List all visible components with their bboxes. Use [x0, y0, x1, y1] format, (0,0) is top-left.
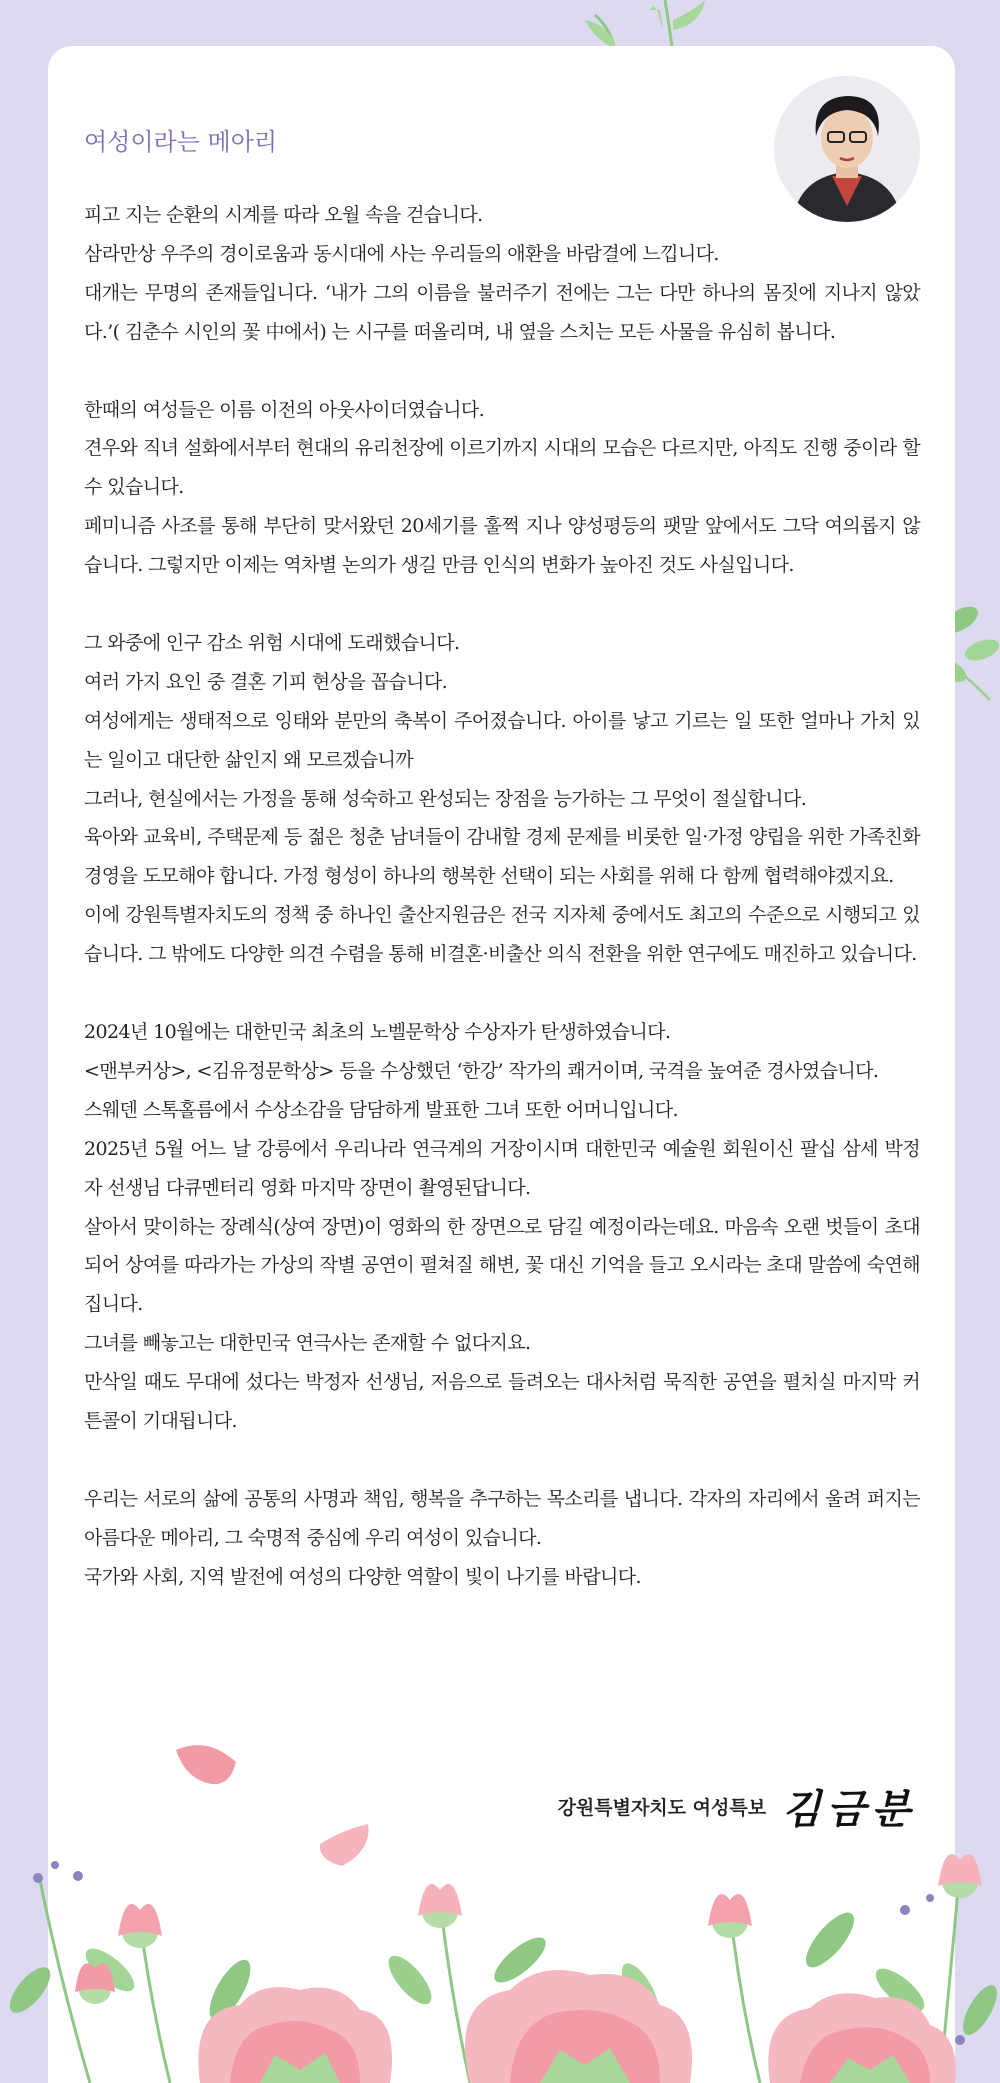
text-line: 만삭일 때도 무대에 섰다는 박정자 선생님, 저음으로 들려오는 대사처럼 묵직한 공연을 펼치실 마지막 커튼콜이 기대됩니다. [84, 1371, 920, 1433]
text-line: 국가와 사회, 지역 발전에 여성의 다양한 역할이 빛이 나기를 바랍니다. [84, 1565, 641, 1588]
carnation-flower-icon [0, 1840, 1000, 2083]
paragraph [84, 391, 920, 586]
text-line: 여러 가지 요인 중 결혼 기피 현상을 꼽습니다. [84, 670, 448, 693]
petal-icon [172, 1740, 242, 1790]
text-line: 페미니즘 사조를 통해 부단히 맞서왔던 20세기를 훌쩍 지나 양성평등의 팻말 앞에서도 그닥 여의롭지 않습니다. 그렇지만 이제는 역차별 논의가 생길 만큼 인식의 변화가 높아진 것도 사실입니다. [84, 515, 920, 577]
text-line: 육아와 교육비, 주택문제 등 젊은 청춘 남녀들이 감내할 경제 문제를 비롯한 일·가정 양립을 위한 가족친화경영을 도모해야 합니다. 가정 형성이 하나의 행복한 선택이 되는 사회를 위해 다 함께 협력해야겠지요. [84, 826, 920, 888]
text-line: 그녀를 빼놓고는 대한민국 연극사는 존재할 수 없다지요. [84, 1332, 531, 1355]
text-line: 삼라만상 우주의 경이로움과 동시대에 사는 우리들의 애환을 바람결에 느낍니다. [84, 242, 719, 265]
text-line: 그 와중에 인구 감소 위험 시대에 도래했습니다. [84, 631, 460, 654]
paragraph [84, 624, 920, 974]
text-line: 한때의 여성들은 이름 이전의 아웃사이더였습니다. [84, 398, 485, 421]
signature-block [558, 1778, 916, 1835]
paragraph [84, 1480, 920, 1597]
text-line: 견우와 직녀 설화에서부터 현대의 유리천장에 이르기까지 시대의 모습은 다르지만, 아직도 진행 중이라 할 수 있습니다. [84, 437, 920, 499]
text-line: 이에 강원특별자치도의 정책 중 하나인 출산지원금은 전국 지자체 중에서도 최고의 수준으로 시행되고 있습니다. 그 밖에도 다양한 의견 수렴을 통해 비결혼·비출산 의식 전환을 위한 연구에도 매진하고 있습니다. [84, 904, 920, 966]
page-title: 여성이라는 메아리 [84, 128, 278, 156]
signature-org: 강원특별자치도 여성특보 [557, 1797, 767, 1819]
message-body [84, 196, 920, 1635]
text-line: 그러나, 현실에서는 가정을 통해 성숙하고 완성되는 장점을 능가하는 그 무엇이 절실합니다. [84, 787, 807, 810]
text-line: 피고 지는 순환의 시계를 따라 오월 속을 걷습니다. [84, 204, 483, 226]
paragraph [84, 1013, 920, 1441]
text-line: 대개는 무명의 존재들입니다. ‘내가 그의 이름을 불러주기 전에는 그는 다만 하나의 몸짓에 지나지 않았다.’( 김춘수 시인의 꽃 中에서) 는 시구를 떠올리며, 내 옆을 스치는 모든 사물을 유심히 봅니다. [84, 281, 920, 343]
text-line: 여성에게는 생태적으로 잉태와 분만의 축복이 주어졌습니다. 아이를 낳고 기르는 일 또한 얼마나 가치 있는 일이고 대단한 삶인지 왜 모르겠습니까 [84, 709, 920, 771]
text-line: 스웨덴 스톡홀름에서 수상소감을 담담하게 발표한 그녀 또한 어머니입니다. [84, 1098, 678, 1121]
paragraph [84, 196, 920, 352]
text-line: 살아서 맞이하는 장례식(상여 장면)이 영화의 한 장면으로 담길 예정이라는데요. 마음속 오랜 벗들이 초대되어 상여를 따라가는 가상의 작별 공연이 펼쳐질 해변, 꽃 대신 기억을 들고 오시라는 초대 말씀에 숙연해집니다. [84, 1215, 920, 1316]
signature-name: 김금분 [782, 1786, 916, 1833]
text-line: 우리는 서로의 삶에 공통의 사명과 책임, 행복을 추구하는 목소리를 냅니다. 각자의 자리에서 울려 퍼지는 아름다운 메아리, 그 숙명적 중심에 우리 여성이 있습니다. [84, 1487, 920, 1549]
text-line: <맨부커상>, <김유정문학상> 등을 수상했던 ‘한강’ 작가의 쾌거이며, 국격을 높여준 경사였습니다. [84, 1059, 879, 1082]
text-line: 2025년 5월 어느 날 강릉에서 우리나라 연극계의 거장이시며 대한민국 예술원 회원이신 팔십 삼세 박정자 선생님 다큐멘터리 영화 마지막 장면이 촬영된답니다. [84, 1137, 920, 1199]
text-line: 2024년 10월에는 대한민국 최초의 노벨문학상 수상자가 탄생하였습니다. [84, 1020, 671, 1043]
